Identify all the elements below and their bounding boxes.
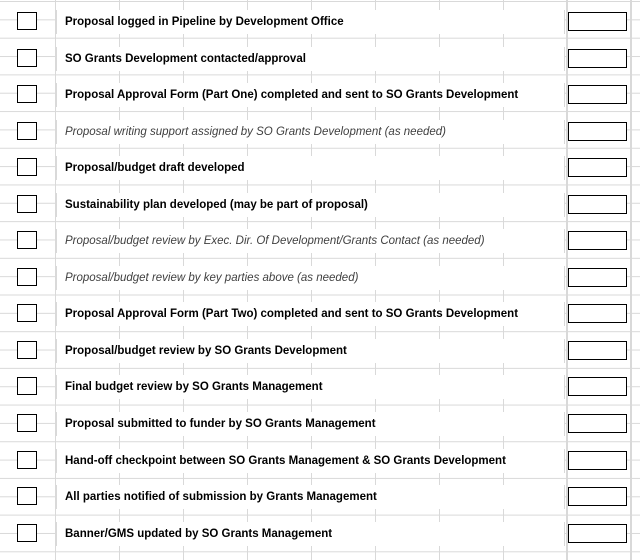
step-date-box[interactable] bbox=[568, 268, 627, 287]
checklist-row bbox=[0, 120, 640, 144]
checklist-row bbox=[0, 375, 640, 399]
step-label: Proposal submitted to funder by SO Grants Management bbox=[56, 412, 565, 436]
step-checkbox[interactable] bbox=[17, 487, 37, 505]
step-checkbox[interactable] bbox=[17, 49, 37, 67]
step-checkbox[interactable] bbox=[17, 304, 37, 322]
step-date-box[interactable] bbox=[568, 49, 627, 68]
step-checkbox[interactable] bbox=[17, 122, 37, 140]
step-checkbox[interactable] bbox=[17, 414, 37, 432]
step-checkbox[interactable] bbox=[17, 85, 37, 103]
checklist-row bbox=[0, 485, 640, 509]
checklist-row bbox=[0, 412, 640, 436]
step-label: Proposal/budget review by key parties above (as needed) bbox=[56, 266, 565, 290]
step-label: All parties notified of submission by Grants Management bbox=[56, 485, 565, 509]
step-checkbox[interactable] bbox=[17, 158, 37, 176]
step-label: Hand-off checkpoint between SO Grants Management & SO Grants Development bbox=[56, 449, 565, 473]
checklist-row bbox=[0, 449, 640, 473]
step-label: Proposal Approval Form (Part One) completed and sent to SO Grants Development bbox=[56, 83, 565, 107]
step-checkbox[interactable] bbox=[17, 195, 37, 213]
checklist-row bbox=[0, 522, 640, 546]
step-date-box[interactable] bbox=[568, 195, 627, 214]
step-checkbox[interactable] bbox=[17, 341, 37, 359]
step-checkbox[interactable] bbox=[17, 524, 37, 542]
checklist-row bbox=[0, 10, 640, 34]
step-checkbox[interactable] bbox=[17, 377, 37, 395]
step-checkbox[interactable] bbox=[17, 231, 37, 249]
step-label: SO Grants Development contacted/approval bbox=[56, 47, 565, 71]
step-date-box[interactable] bbox=[568, 414, 627, 433]
step-checkbox[interactable] bbox=[17, 268, 37, 286]
checklist-row bbox=[0, 83, 640, 107]
step-date-box[interactable] bbox=[568, 451, 627, 470]
step-checkbox[interactable] bbox=[17, 12, 37, 30]
step-label: Sustainability plan developed (may be part of proposal) bbox=[56, 193, 565, 217]
step-label: Proposal/budget review by SO Grants Development bbox=[56, 339, 565, 363]
step-label: Proposal/budget review by Exec. Dir. Of Development/Grants Contact (as needed) bbox=[56, 229, 565, 253]
checklist-row bbox=[0, 266, 640, 290]
step-date-box[interactable] bbox=[568, 231, 627, 250]
step-date-box[interactable] bbox=[568, 377, 627, 396]
step-date-box[interactable] bbox=[568, 304, 627, 323]
checklist-row bbox=[0, 302, 640, 326]
checklist-row bbox=[0, 156, 640, 180]
step-label: Proposal Approval Form (Part Two) completed and sent to SO Grants Development bbox=[56, 302, 565, 326]
step-date-box[interactable] bbox=[568, 524, 627, 543]
step-checkbox[interactable] bbox=[17, 451, 37, 469]
step-date-box[interactable] bbox=[568, 158, 627, 177]
step-label: Final budget review by SO Grants Management bbox=[56, 375, 565, 399]
checklist-row bbox=[0, 339, 640, 363]
step-date-box[interactable] bbox=[568, 341, 627, 360]
step-date-box[interactable] bbox=[568, 487, 627, 506]
step-label: Proposal logged in Pipeline by Development Office bbox=[56, 10, 565, 34]
step-date-box[interactable] bbox=[568, 122, 627, 141]
step-label: Proposal/budget draft developed bbox=[56, 156, 565, 180]
step-date-box[interactable] bbox=[568, 12, 627, 31]
checklist-row bbox=[0, 193, 640, 217]
step-label: Proposal writing support assigned by SO Grants Development (as needed) bbox=[56, 120, 565, 144]
step-label: Banner/GMS updated by SO Grants Management bbox=[56, 522, 565, 546]
checklist-row bbox=[0, 47, 640, 71]
step-date-box[interactable] bbox=[568, 85, 627, 104]
checklist-row bbox=[0, 229, 640, 253]
